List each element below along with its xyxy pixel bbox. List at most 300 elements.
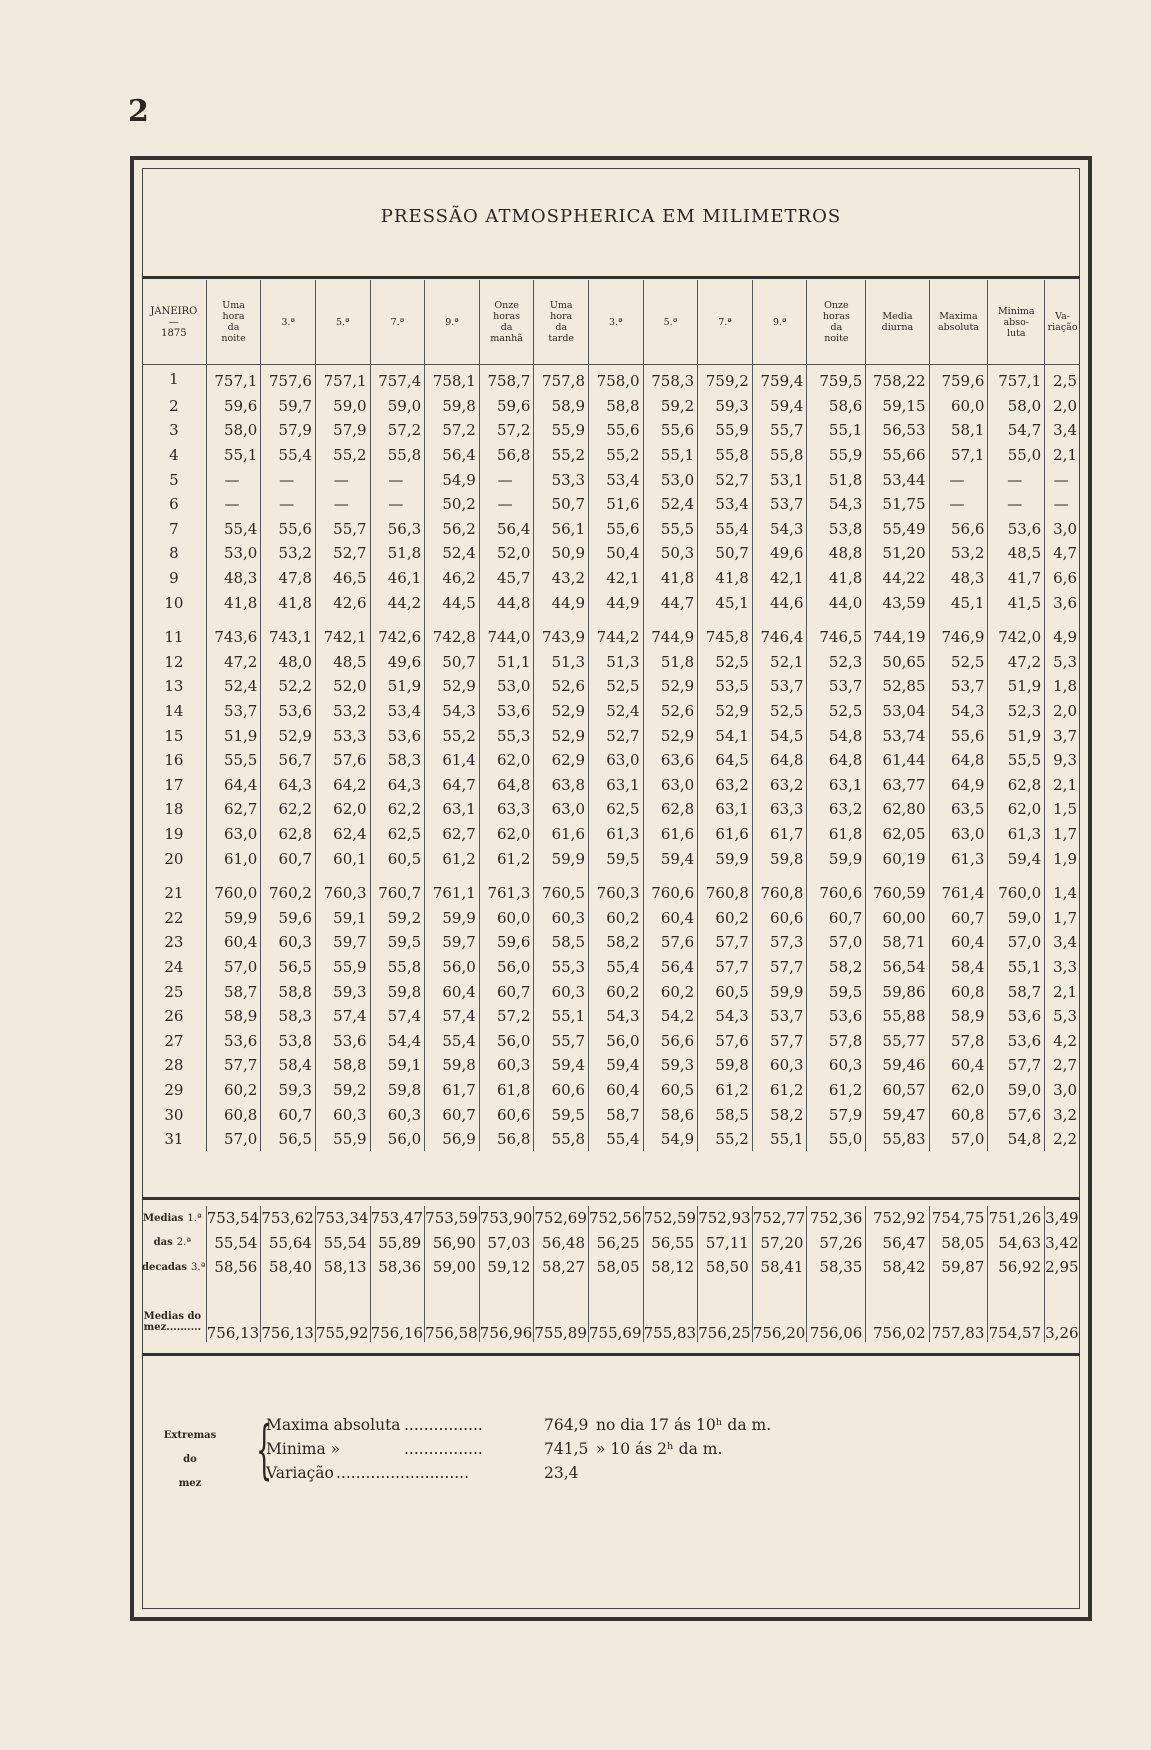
value-cell: — xyxy=(315,467,370,492)
value-cell: 757,1 xyxy=(206,365,261,394)
value-cell: 52,1 xyxy=(752,650,807,675)
value-cell: 52,4 xyxy=(206,674,261,699)
value-cell: 63,0 xyxy=(589,748,644,773)
value-cell: 742,6 xyxy=(370,625,425,650)
value-cell: 60,6 xyxy=(534,1078,589,1103)
value-cell: 48,5 xyxy=(988,541,1045,566)
value-cell: 759,6 xyxy=(929,365,988,394)
value-cell: 59,5 xyxy=(370,930,425,955)
value-cell: 60,4 xyxy=(206,930,261,955)
mean-cell: 58,13 xyxy=(315,1255,370,1280)
value-cell: — xyxy=(929,492,988,517)
bottom-divider xyxy=(142,1353,1080,1356)
month-mean-cell: 756,02 xyxy=(866,1302,929,1342)
value-cell: 62,0 xyxy=(988,797,1045,822)
header-col-13: Media diurna xyxy=(866,280,929,365)
value-cell: 59,7 xyxy=(315,930,370,955)
value-cell: 760,59 xyxy=(866,881,929,906)
value-cell: 63,5 xyxy=(929,797,988,822)
value-cell: 53,0 xyxy=(479,674,534,699)
value-cell: 59,3 xyxy=(261,1078,316,1103)
value-cell: 53,6 xyxy=(206,1028,261,1053)
value-cell: 53,04 xyxy=(866,699,929,724)
value-cell: 58,8 xyxy=(261,979,316,1004)
value-cell: 53,4 xyxy=(698,492,753,517)
value-cell: 55,7 xyxy=(534,1028,589,1053)
value-cell: 45,1 xyxy=(929,590,988,615)
value-cell: 60,3 xyxy=(534,979,589,1004)
value-cell: 46,1 xyxy=(370,566,425,591)
value-cell: 62,0 xyxy=(929,1078,988,1103)
value-cell: 5,3 xyxy=(1053,1007,1077,1026)
page-number: 2 xyxy=(128,94,149,129)
value-cell: 62,5 xyxy=(589,797,644,822)
value-cell: 53,7 xyxy=(206,699,261,724)
value-cell: 58,8 xyxy=(315,1053,370,1078)
value-cell: 57,6 xyxy=(315,748,370,773)
value-cell: 53,3 xyxy=(315,723,370,748)
value-cell: 52,9 xyxy=(425,674,480,699)
value-cell: 757,4 xyxy=(370,365,425,394)
value-cell: 42,1 xyxy=(589,566,644,591)
value-cell: 59,47 xyxy=(866,1102,929,1127)
value-cell: 44,22 xyxy=(866,566,929,591)
mean-cell: 751,26 xyxy=(988,1206,1045,1231)
value-cell: 59,9 xyxy=(534,846,589,871)
value-cell: 50,7 xyxy=(534,492,589,517)
value-cell: 56,6 xyxy=(643,1028,698,1053)
value-cell: 57,3 xyxy=(752,930,807,955)
value-cell: 60,3 xyxy=(479,1053,534,1078)
value-cell: 55,7 xyxy=(315,517,370,542)
value-cell: 59,4 xyxy=(988,846,1045,871)
value-cell: 56,3 xyxy=(370,517,425,542)
value-cell: 57,6 xyxy=(988,1102,1045,1127)
value-cell: 59,6 xyxy=(206,394,261,419)
day-cell: 21 xyxy=(142,881,206,906)
value-cell: 52,9 xyxy=(534,723,589,748)
value-cell: 60,8 xyxy=(206,1102,261,1127)
value-cell: 58,3 xyxy=(261,1004,316,1029)
value-cell: 51,3 xyxy=(589,650,644,675)
mean-cell: 752,69 xyxy=(534,1206,589,1231)
value-cell: 60,8 xyxy=(929,979,988,1004)
month-mean-cell: 755,69 xyxy=(589,1302,644,1342)
mean-cell: 56,55 xyxy=(643,1231,698,1256)
value-cell: 58,5 xyxy=(534,930,589,955)
value-cell: 54,3 xyxy=(807,492,866,517)
value-cell: 58,71 xyxy=(866,930,929,955)
value-cell: 51,9 xyxy=(370,674,425,699)
table-row xyxy=(142,748,1080,773)
table-row xyxy=(142,625,1080,650)
value-cell: 56,8 xyxy=(479,443,534,468)
value-cell: 62,9 xyxy=(534,748,589,773)
value-cell: 55,7 xyxy=(752,418,807,443)
value-cell: 54,3 xyxy=(929,699,988,724)
value-cell: 3,2 xyxy=(1053,1105,1077,1124)
value-cell: 760,3 xyxy=(315,881,370,906)
value-cell: 43,59 xyxy=(866,590,929,615)
value-cell: 59,0 xyxy=(988,1078,1045,1103)
value-cell: 56,4 xyxy=(643,955,698,980)
value-cell: 58,2 xyxy=(752,1102,807,1127)
value-cell: — xyxy=(479,467,534,492)
month-mean-row xyxy=(142,1302,1080,1342)
mean-cell: 56,48 xyxy=(534,1231,589,1256)
value-cell: 44,5 xyxy=(425,590,480,615)
value-cell: 2,1 xyxy=(1053,982,1077,1001)
header-col-5: 9.ª xyxy=(425,280,480,365)
month-label: Medias do mez.......... xyxy=(142,1302,206,1342)
value-cell: 4,7 xyxy=(1053,544,1077,563)
day-cell: 22 xyxy=(142,905,206,930)
mean-cell: 752,93 xyxy=(698,1206,753,1231)
value-cell: 55,4 xyxy=(589,955,644,980)
value-cell: 55,8 xyxy=(698,443,753,468)
value-cell: 60,3 xyxy=(261,930,316,955)
value-cell: 59,8 xyxy=(370,979,425,1004)
value-cell: 55,66 xyxy=(866,443,929,468)
value-cell: 48,3 xyxy=(206,566,261,591)
value-cell: 53,2 xyxy=(929,541,988,566)
value-cell: 52,9 xyxy=(698,699,753,724)
value-cell: 59,1 xyxy=(370,1053,425,1078)
value-cell: 52,85 xyxy=(866,674,929,699)
value-cell: 56,1 xyxy=(534,517,589,542)
value-cell: — xyxy=(1053,495,1069,514)
value-cell: 57,9 xyxy=(315,418,370,443)
value-cell: 54,9 xyxy=(643,1127,698,1152)
value-cell: 759,2 xyxy=(698,365,753,394)
mean-cell: 56,47 xyxy=(866,1231,929,1256)
value-cell: 55,9 xyxy=(698,418,753,443)
value-cell: 53,6 xyxy=(988,1004,1045,1029)
value-cell: 60,7 xyxy=(261,1102,316,1127)
table-row xyxy=(142,517,1080,542)
mean-cell: 59,00 xyxy=(425,1255,480,1280)
value-cell: 759,5 xyxy=(807,365,866,394)
value-cell: 3,4 xyxy=(1053,933,1077,952)
value-cell: 55,6 xyxy=(589,517,644,542)
value-cell: 744,19 xyxy=(866,625,929,650)
day-cell: 30 xyxy=(142,1102,206,1127)
value-cell: 51,75 xyxy=(866,492,929,517)
value-cell: 53,44 xyxy=(866,467,929,492)
value-cell: 2,5 xyxy=(1053,372,1077,391)
value-cell: 1,7 xyxy=(1053,824,1077,843)
value-cell: 60,1 xyxy=(315,846,370,871)
value-cell: 54,8 xyxy=(807,723,866,748)
value-cell: 53,7 xyxy=(807,674,866,699)
value-cell: 53,6 xyxy=(261,699,316,724)
value-cell: 758,7 xyxy=(479,365,534,394)
value-cell: 52,9 xyxy=(534,699,589,724)
value-cell: 57,6 xyxy=(698,1028,753,1053)
value-cell: 56,2 xyxy=(425,517,480,542)
extreme-min-row: Minima » ................ 741,5 » 10 ás 2ʰ da m. xyxy=(266,1440,723,1458)
table-row xyxy=(142,1102,1080,1127)
value-cell: 57,7 xyxy=(698,955,753,980)
value-cell: 56,5 xyxy=(261,1127,316,1152)
value-cell: 760,6 xyxy=(807,881,866,906)
day-cell: 17 xyxy=(142,773,206,798)
value-cell: 63,1 xyxy=(589,773,644,798)
value-cell: 54,3 xyxy=(752,517,807,542)
header-col-3: 5.ª xyxy=(315,280,370,365)
header-col-2: 3.ª xyxy=(261,280,316,365)
day-cell: 14 xyxy=(142,699,206,724)
mean-cell: 753,54 xyxy=(206,1206,261,1231)
value-cell: 57,0 xyxy=(206,955,261,980)
value-cell: 53,0 xyxy=(643,467,698,492)
table-row xyxy=(142,566,1080,591)
value-cell: 54,8 xyxy=(988,1127,1045,1152)
value-cell: 59,7 xyxy=(261,394,316,419)
mean-cell: 59,87 xyxy=(929,1255,988,1280)
day-cell: 11 xyxy=(142,625,206,650)
value-cell: 55,2 xyxy=(315,443,370,468)
value-cell: 64,9 xyxy=(929,773,988,798)
value-cell: 2,0 xyxy=(1053,396,1077,415)
table-row xyxy=(142,365,1080,394)
day-cell: 2 xyxy=(142,394,206,419)
value-cell: 57,0 xyxy=(929,1127,988,1152)
value-cell: 1,9 xyxy=(1053,849,1077,868)
day-cell: 29 xyxy=(142,1078,206,1103)
value-cell: 46,2 xyxy=(425,566,480,591)
value-cell: 59,5 xyxy=(534,1102,589,1127)
value-cell: 52,6 xyxy=(534,674,589,699)
value-cell: 54,5 xyxy=(752,723,807,748)
value-cell: 46,5 xyxy=(315,566,370,591)
value-cell: 9,3 xyxy=(1053,751,1077,770)
value-cell: 57,9 xyxy=(261,418,316,443)
value-cell: 61,6 xyxy=(643,822,698,847)
value-cell: 54,4 xyxy=(370,1028,425,1053)
mean-cell: 58,12 xyxy=(643,1255,698,1280)
value-cell: 53,2 xyxy=(315,699,370,724)
value-cell: 61,7 xyxy=(425,1078,480,1103)
value-cell: 51,9 xyxy=(988,674,1045,699)
value-cell: 759,4 xyxy=(752,365,807,394)
value-cell: 50,2 xyxy=(425,492,480,517)
value-cell: 60,19 xyxy=(866,846,929,871)
value-cell: 63,2 xyxy=(752,773,807,798)
mean-cell: 58,40 xyxy=(261,1255,316,1280)
value-cell: 53,6 xyxy=(370,723,425,748)
value-cell: 58,0 xyxy=(206,418,261,443)
value-cell: 52,3 xyxy=(988,699,1045,724)
value-cell: 746,5 xyxy=(807,625,866,650)
day-cell: 8 xyxy=(142,541,206,566)
day-cell: 3 xyxy=(142,418,206,443)
month-mean-cell: 755,92 xyxy=(315,1302,370,1342)
value-cell: 64,7 xyxy=(425,773,480,798)
header-col-16: Va- riação xyxy=(1045,280,1080,365)
value-cell: 3,4 xyxy=(1053,421,1077,440)
value-cell: 52,4 xyxy=(589,699,644,724)
mean-cell: 3,49 xyxy=(1045,1209,1079,1228)
mean-cell: 56,25 xyxy=(589,1231,644,1256)
value-cell: 52,5 xyxy=(807,699,866,724)
value-cell: — xyxy=(479,492,534,517)
value-cell: 50,7 xyxy=(425,650,480,675)
value-cell: 57,0 xyxy=(206,1127,261,1152)
value-cell: 59,8 xyxy=(370,1078,425,1103)
value-cell: 62,8 xyxy=(643,797,698,822)
value-cell: 58,6 xyxy=(807,394,866,419)
value-cell: 44,0 xyxy=(807,590,866,615)
mean-cell: 753,34 xyxy=(315,1206,370,1231)
mean-cell: 58,05 xyxy=(929,1231,988,1256)
table-row xyxy=(142,1053,1080,1078)
value-cell: 43,2 xyxy=(534,566,589,591)
value-cell: 50,9 xyxy=(534,541,589,566)
month-mean-cell: 756,96 xyxy=(479,1302,534,1342)
value-cell: 58,6 xyxy=(643,1102,698,1127)
value-cell: 55,83 xyxy=(866,1127,929,1152)
day-cell: 4 xyxy=(142,443,206,468)
month-mean-cell: 756,13 xyxy=(261,1302,316,1342)
value-cell: — xyxy=(261,467,316,492)
value-cell: 55,4 xyxy=(698,517,753,542)
value-cell: 64,8 xyxy=(929,748,988,773)
mean-cell: 58,56 xyxy=(206,1255,261,1280)
header-row xyxy=(142,280,1080,365)
value-cell: 53,7 xyxy=(752,492,807,517)
value-cell: 761,4 xyxy=(929,881,988,906)
value-cell: 47,8 xyxy=(261,566,316,591)
value-cell: 53,6 xyxy=(988,1028,1045,1053)
month-mean-cell: 755,83 xyxy=(643,1302,698,1342)
day-cell: 7 xyxy=(142,517,206,542)
day-cell: 24 xyxy=(142,955,206,980)
value-cell: 56,0 xyxy=(589,1028,644,1053)
value-cell: 57,2 xyxy=(425,418,480,443)
value-cell: 48,5 xyxy=(315,650,370,675)
value-cell: 59,2 xyxy=(370,905,425,930)
decade-mean-row xyxy=(142,1255,1080,1280)
value-cell: 57,6 xyxy=(643,930,698,955)
value-cell: 51,8 xyxy=(370,541,425,566)
mean-cell: 752,77 xyxy=(752,1206,807,1231)
value-cell: 744,9 xyxy=(643,625,698,650)
value-cell: 62,0 xyxy=(479,822,534,847)
value-cell: 742,0 xyxy=(988,625,1045,650)
value-cell: 41,5 xyxy=(988,590,1045,615)
day-cell: 16 xyxy=(142,748,206,773)
value-cell: 55,6 xyxy=(589,418,644,443)
title-divider xyxy=(142,276,1080,279)
value-cell: 2,7 xyxy=(1053,1056,1077,1075)
value-cell: 55,0 xyxy=(988,443,1045,468)
value-cell: 64,2 xyxy=(315,773,370,798)
mean-cell: 753,47 xyxy=(370,1206,425,1231)
value-cell: 54,3 xyxy=(698,1004,753,1029)
value-cell: 60,3 xyxy=(752,1053,807,1078)
value-cell: 52,9 xyxy=(643,674,698,699)
mean-cell: 55,64 xyxy=(261,1231,316,1256)
value-cell: 57,4 xyxy=(315,1004,370,1029)
value-cell: 59,5 xyxy=(807,979,866,1004)
value-cell: 61,6 xyxy=(698,822,753,847)
value-cell: 59,9 xyxy=(698,846,753,871)
value-cell: 58,0 xyxy=(988,394,1045,419)
value-cell: 53,7 xyxy=(752,674,807,699)
value-cell: 59,0 xyxy=(370,394,425,419)
value-cell: 55,4 xyxy=(206,517,261,542)
value-cell: 4,9 xyxy=(1053,628,1077,647)
mean-cell: 58,35 xyxy=(807,1255,866,1280)
value-cell: 61,7 xyxy=(752,822,807,847)
value-cell: 55,3 xyxy=(534,955,589,980)
decade-label: das 2.ª xyxy=(142,1231,206,1256)
value-cell: 55,6 xyxy=(929,723,988,748)
day-cell: 19 xyxy=(142,822,206,847)
value-cell: 61,2 xyxy=(479,846,534,871)
value-cell: 51,9 xyxy=(988,723,1045,748)
value-cell: 60,7 xyxy=(425,1102,480,1127)
table-row xyxy=(142,955,1080,980)
value-cell: 55,4 xyxy=(589,1127,644,1152)
month-mean-cell: 755,89 xyxy=(534,1302,589,1342)
value-cell: 760,8 xyxy=(752,881,807,906)
value-cell: 51,8 xyxy=(807,467,866,492)
value-cell: 59,2 xyxy=(643,394,698,419)
value-cell: 62,4 xyxy=(315,822,370,847)
value-cell: — xyxy=(206,467,261,492)
value-cell: — xyxy=(929,467,988,492)
value-cell: 52,9 xyxy=(643,723,698,748)
value-cell: 61,8 xyxy=(479,1078,534,1103)
header-col-15: Minima abso- luta xyxy=(988,280,1045,365)
value-cell: 60,3 xyxy=(315,1102,370,1127)
value-cell: 51,20 xyxy=(866,541,929,566)
value-cell: 3,7 xyxy=(1053,726,1077,745)
value-cell: 55,2 xyxy=(534,443,589,468)
value-cell: 52,0 xyxy=(479,541,534,566)
value-cell: 742,8 xyxy=(425,625,480,650)
value-cell: 760,6 xyxy=(643,881,698,906)
value-cell: 62,2 xyxy=(370,797,425,822)
value-cell: 60,2 xyxy=(698,905,753,930)
value-cell: 2,2 xyxy=(1053,1130,1077,1149)
value-cell: 59,3 xyxy=(315,979,370,1004)
value-cell: — xyxy=(315,492,370,517)
value-cell: 62,05 xyxy=(866,822,929,847)
value-cell: 61,3 xyxy=(589,822,644,847)
day-cell: 1 xyxy=(142,365,206,394)
value-cell: 44,9 xyxy=(589,590,644,615)
day-cell: 15 xyxy=(142,723,206,748)
value-cell: 57,7 xyxy=(752,1028,807,1053)
table-row xyxy=(142,979,1080,1004)
value-cell: 53,1 xyxy=(752,467,807,492)
value-cell: 4,2 xyxy=(1053,1031,1077,1050)
day-cell: 13 xyxy=(142,674,206,699)
value-cell: 55,4 xyxy=(425,1028,480,1053)
value-cell: 52,5 xyxy=(752,699,807,724)
value-cell: 55,1 xyxy=(206,443,261,468)
value-cell: 59,9 xyxy=(807,846,866,871)
value-cell: 3,3 xyxy=(1053,957,1077,976)
value-cell: 58,9 xyxy=(929,1004,988,1029)
value-cell: 52,7 xyxy=(698,467,753,492)
table-row xyxy=(142,590,1080,615)
value-cell: 42,6 xyxy=(315,590,370,615)
value-cell: 50,65 xyxy=(866,650,929,675)
